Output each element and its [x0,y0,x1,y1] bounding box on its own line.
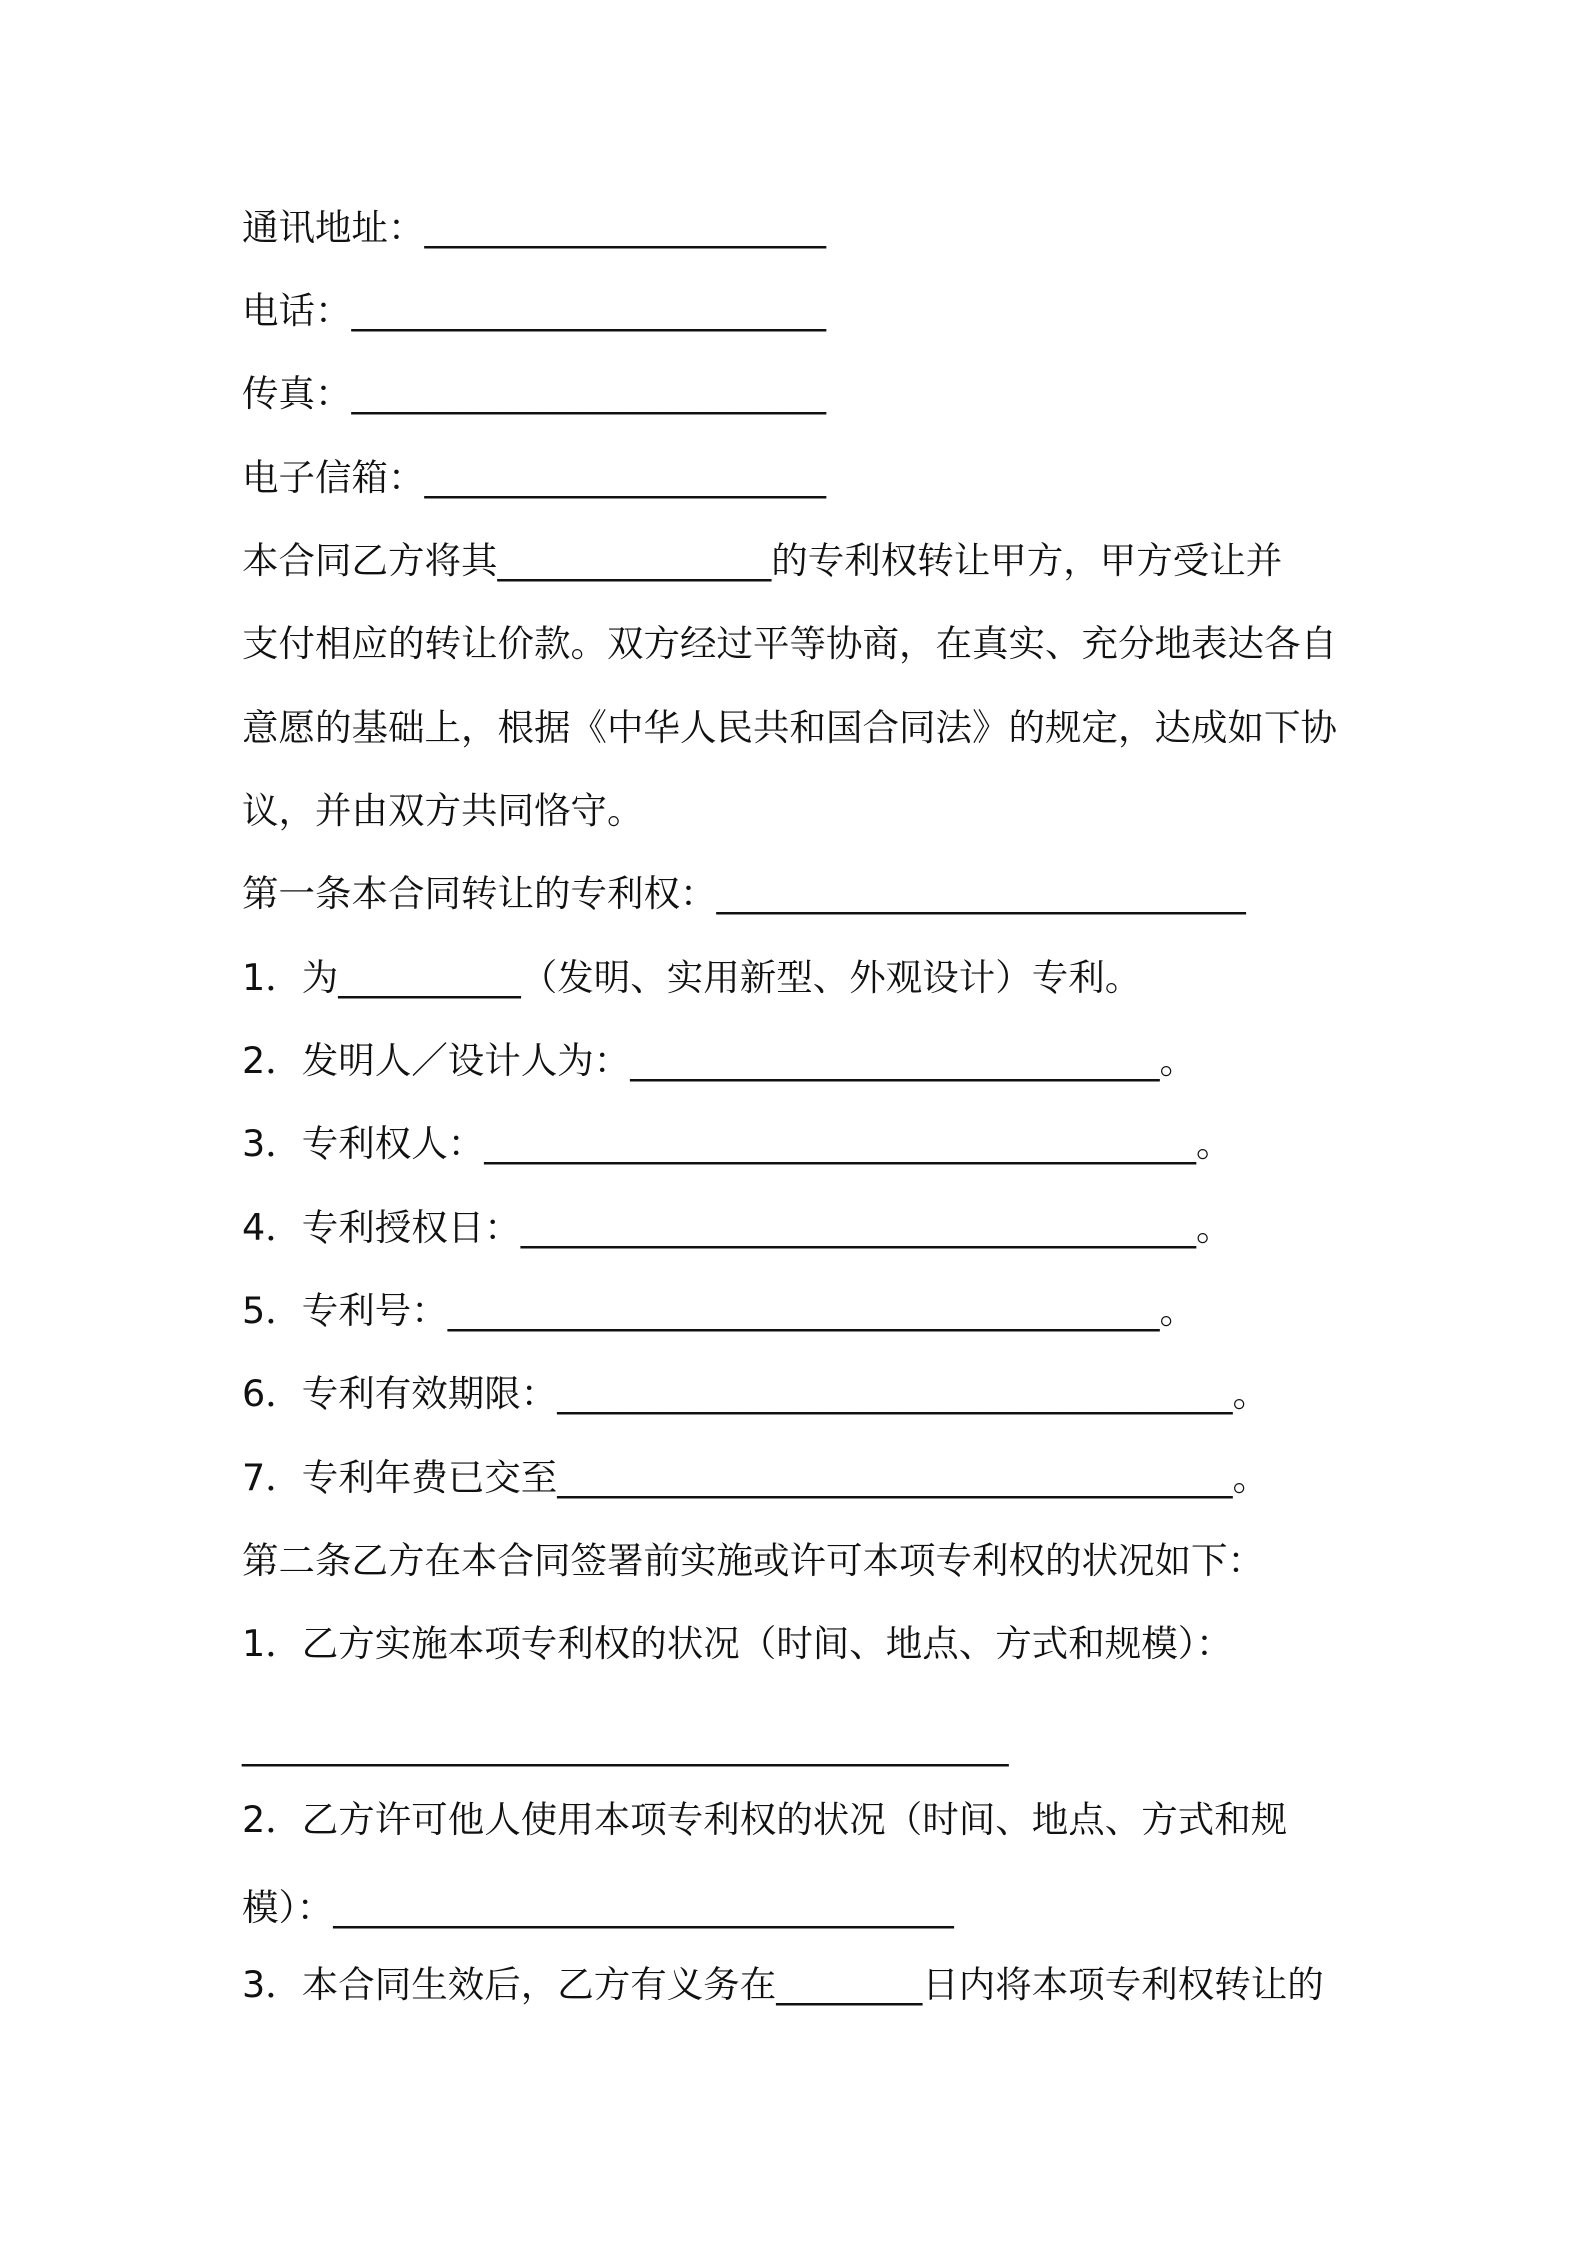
article-1-item-7: 7．专利年费已交至_____________________________________。 [242,1456,1269,1499]
article-1-heading: 第一条本合同转让的专利权：_____________________________ [242,872,1246,915]
article-1-item-2: 2．发明人／设计人为：_____________________________。 [242,1039,1196,1082]
article-1-item-3: 3．专利权人：_______________________________________。 [242,1122,1233,1165]
field-phone: 电话：__________________________ [242,289,826,332]
article-2-item-3: 3．本合同生效后，乙方有义务在________日内将本项专利权转让的 [242,1963,1324,2006]
article-1-item-6: 6．专利有效期限：_____________________________________。 [242,1372,1269,1415]
preamble-line-1: 本合同乙方将其_______________的专利权转让甲方，甲方受让并 [242,539,1283,582]
preamble-line-2: 支付相应的转让价款。双方经过平等协商，在真实、充分地表达各自 [242,622,1337,665]
article-2-item-1-blank: __________________________________________ [242,1724,1009,1767]
article-2-item-2-cont: 模）：__________________________________ [242,1886,954,1929]
article-2-item-2: 2．乙方许可他人使用本项专利权的状况（时间、地点、方式和规 [242,1798,1288,1841]
article-1-item-4: 4．专利授权日：_____________________________________。 [242,1206,1233,1249]
article-1-item-1: 1．为__________（发明、实用新型、外观设计）专利。 [242,956,1142,999]
article-2-heading: 第二条乙方在本合同签署前实施或许可本项专利权的状况如下： [242,1539,1264,1582]
article-1-item-5: 5．专利号：_______________________________________。 [242,1289,1196,1332]
field-fax: 传真：__________________________ [242,372,826,415]
preamble-line-4: 议，并由双方共同恪守。 [242,789,644,832]
field-email: 电子信箱：______________________ [242,456,826,499]
field-address: 通讯地址：______________________ [242,206,826,249]
article-2-item-1: 1．乙方实施本项专利权的状况（时间、地点、方式和规模）： [242,1622,1233,1665]
preamble-line-3: 意愿的基础上，根据《中华人民共和国合同法》的规定，达成如下协 [242,706,1337,749]
